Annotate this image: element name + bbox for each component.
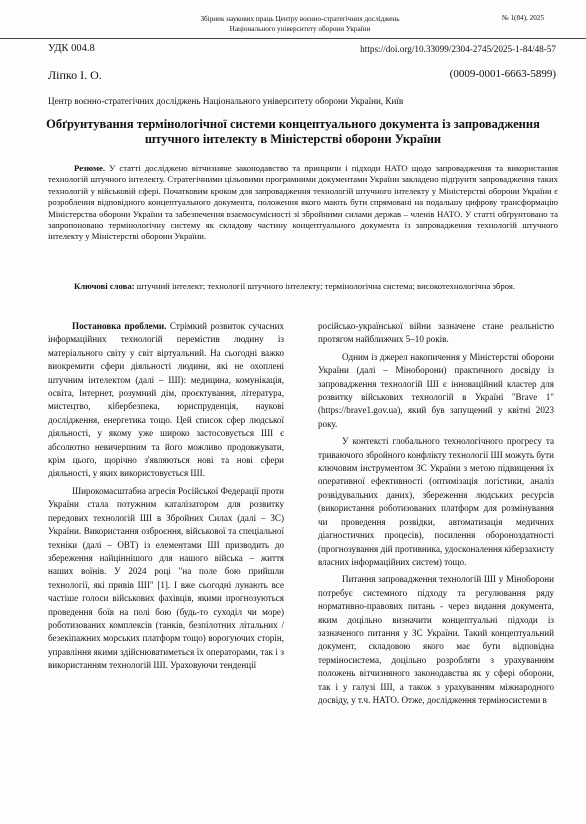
left-paragraph-1 <box>48 320 284 481</box>
right-column <box>318 320 554 711</box>
author-name: Ліпко І. О. <box>48 68 102 82</box>
section-heading: Постановка проблеми. <box>72 321 167 331</box>
keywords <box>48 281 558 292</box>
abstract-label: Резюме. <box>74 163 106 173</box>
affiliation: Центр воєнно-стратегічних досліджень Національного університету оборони України, Київ <box>48 96 404 106</box>
paper-title: Обґрунтування термінологічної системи концептуального документа із запровадження штучного інтелекту в Міністерстві оборони України <box>46 117 540 146</box>
doi-link[interactable]: https://doi.org/10.33099/2304-2745/2025-1-84/48-57 <box>360 44 556 54</box>
keywords-label: Ключові слова: <box>74 281 135 291</box>
journal-title-line2: Національного університету оборони України <box>229 25 371 33</box>
journal-title-line1: Збірник наукових праць Центру воєнно-стратегічних досліджень <box>200 15 400 23</box>
right-paragraph-1: Одним із джерел накопичення у Міністерстві оборони України (далі – Міноборони) практичного досвіду із запровадження технологій ШІ є інноваційний кластер для розвитку військових технологій в Україні "Brave 1" (https://brave1.gov.ua), який був запущений у квітні 2023 року. <box>318 351 554 429</box>
keywords-text: штучний інтелект; технології штучного інтелекту; термінологічна система; високотехнологічна зброя. <box>134 281 516 291</box>
running-header <box>0 14 586 39</box>
left-paragraph-2: Широкомасштабна агресія Російської Федерації проти України стала потужним каталізатором для розвитку передових технологій ШІ в Збройних Силах (далі – ЗС) України. Використання озброєння, військової та спеціальної техніки (далі – ОВТ) із елементами ШІ призводить до збереження найціннішого для нашого війська – життя наших воїнів. У 2024 році "на поле бою прийшли технології, які привів ШІ" [1]. І вже сьогодні лунають все частіше голоси військових фахівців, якими прогнозуються проведення боїв на полі бою (будь-то суходіл чи море) роботизованих комплексів (танків, безпілотних літальних / безекіпажних морських платформ тощо) ворогуючих сторін, управління якими здійснюватиметься їх операторами, так і з використанням технологій ШІ. Ураховуючи тенденції <box>48 485 284 671</box>
abstract <box>48 163 558 243</box>
abstract-text: У статті досліджено вітчизняне законодавство та принципи і підходи НАТО щодо запровадження та використання технологій штучного інтелекту. Стратегічними цільовими програмними документами України закладено підґрунтя запровадження таких технологій у військовій сфері. Початковим кроком для запровадження технологій штучного інтелекту у Міністерстві оборони України є розроблення відповідного концептуального документа, положення якого мають бути спрямовані на подальшу цифрову трансформацію Міністерства оборони України та забезпечення взаємосумісності зі збройними силами держав – членів НАТО. У статті обґрунтовано та запропоновано термінологічну систему як складову частину концептуального документа із запровадження технологій штучного інтелекту у Міністерстві оборони України. <box>48 163 558 242</box>
right-paragraph-0: російсько-української війни зазначене стане реальністю протягом найближчих 5–10 років. <box>318 321 554 345</box>
journal-title <box>150 14 450 34</box>
issue-number: № 1(84), 2025 <box>501 14 544 22</box>
udk-code: УДК 004.8 <box>48 43 95 54</box>
right-paragraph-2: У контексті глобального технологічного прогресу та триваючого збройного конфлікту технології ШІ можуть бути ключовим інструментом ЗС України з метою підвищення їх оперативної ефективності (оптимізація логістики, аналіз розвідувальних даних), збереження людських ресурсів (використання роботизованих платформ для розмінування чи проведення розвідки, автоматизація медичних діагностичних процесів), посилення обороноздатності (прогнозування дій противника, удосконалення кіберзахисту власних інформаційних систем) тощо. <box>318 436 554 567</box>
right-paragraph-3: Питання запровадження технологій ШІ у Міноборони потребує системного підходу та регулювання ряду нормативно-правових питань - через видання документа, яким доцільно визначити концептуальні підходи із зазначеного питання у ЗС України. Такий концептуальний документ, складовою якого має бути відповідна терміносистема, доцільно розробляти з урахуванням положень вітчизняного законодавства як у сфері оборони, так і у галузі ШІ, а також з урахуванням міжнародного досвіду, у т.ч. НАТО. Отже, дослідження терміносистеми в <box>318 574 554 705</box>
orcid-id: (0009-0001-6663-5899) <box>449 68 556 80</box>
left-column <box>48 320 284 677</box>
left-paragraph-1-text: Стрімкий розвиток сучасних інформаційних технологій перемістив людину із матеріального світу у світ віртуальний. На сьогодні важко виокремити сфери діяльності людини, які не охоплені штучним інтелектом (далі – ШІ): медицина, комунікація, освіта, Інтернет, розумний дім, проєктування, література, мистецтво, кібербезпека, юриспруденція, наукові дослідження, енергетика тощо. Цей список сфер людської діяльності, у якому уже широко застосовується ШІ є абсолютно невичерпним та його можливо продовжувати, крім цього, щорічно з'являються нові та нові сфери діяльності, у яких використовується ШІ. <box>48 321 284 479</box>
